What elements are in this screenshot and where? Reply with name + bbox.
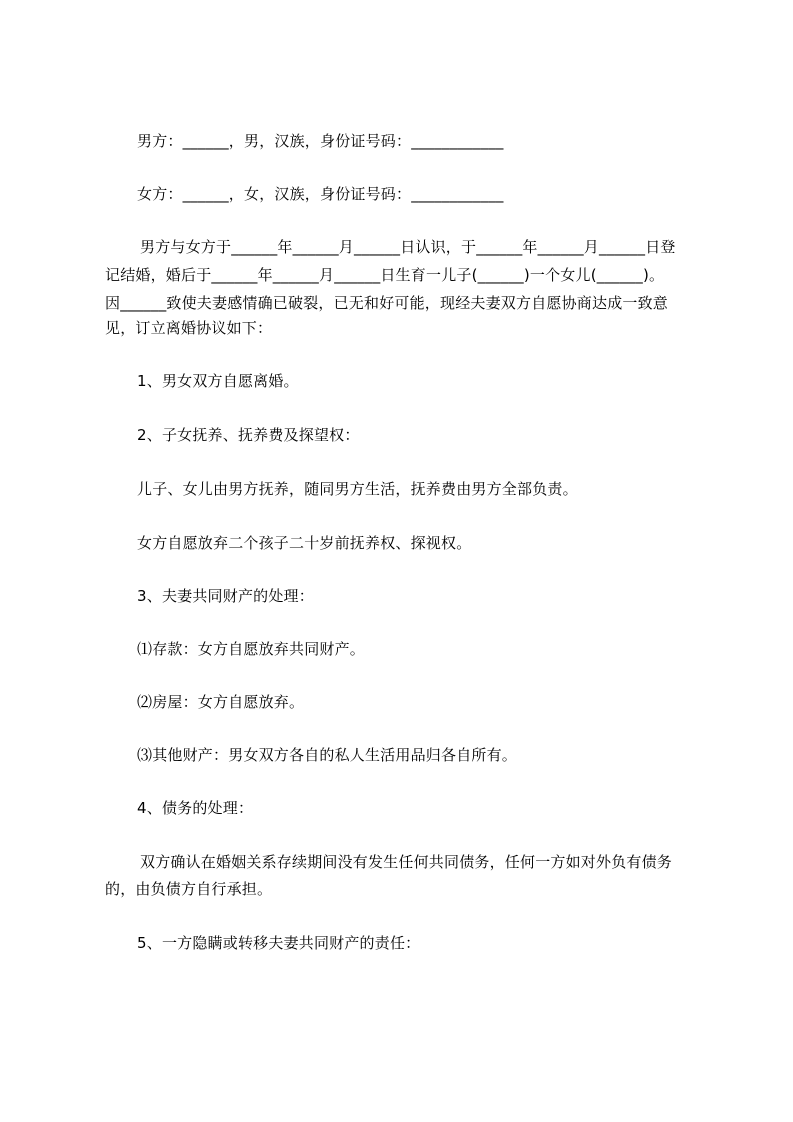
intro-line-4: 见，订立离婚协议如下： [105,319,273,337]
clause-2-heading: 2、子女抚养、抚养费及探望权： [137,426,360,444]
clause-3-item-1: ⑴存款：女方自愿放弃共同财产。 [137,640,366,658]
clause-3-heading: 3、夫妻共同财产的处理： [137,587,314,605]
intro-line-2: 记结婚，婚后于______年______月______日生育一儿子(______)一个女儿(______)。 [105,266,665,284]
clause-5-heading: 5、一方隐瞒或转移夫妻共同财产的责任： [137,934,421,952]
clause-2-paragraph-1: 儿子、女儿由男方抚养，随同男方生活，抚养费由男方全部负责。 [137,480,578,498]
clause-2-paragraph-2: 女方自愿放弃二个孩子二十岁前抚养权、探视权。 [137,534,472,552]
intro-line-1: 男方与女方于______年______月______日认识，于______年______月______日登 [140,238,676,256]
clause-1-heading: 1、男女双方自愿离婚。 [137,372,299,390]
clause-4-heading: 4、债务的处理： [137,799,254,817]
intro-line-3: 因______致使夫妻感情确已破裂，已无和好可能，现经夫妻双方自愿协商达成一致意 [105,294,669,312]
clause-4-paragraph-line-1: 双方确认在婚姻关系存续期间没有发生任何共同债务，任何一方如对外负有债务 [140,853,673,871]
male-party-line: 男方：______，男，汉族，身份证号码：____________ [137,132,504,150]
clause-4-paragraph-line-2: 的，由负债方自行承担。 [105,880,273,898]
clause-3-item-2: ⑵房屋：女方自愿放弃。 [137,693,305,711]
female-party-line: 女方：______，女，汉族，身份证号码：____________ [137,185,504,203]
clause-3-item-3: ⑶其他财产：男女双方各自的私人生活用品归各自所有。 [137,746,518,764]
